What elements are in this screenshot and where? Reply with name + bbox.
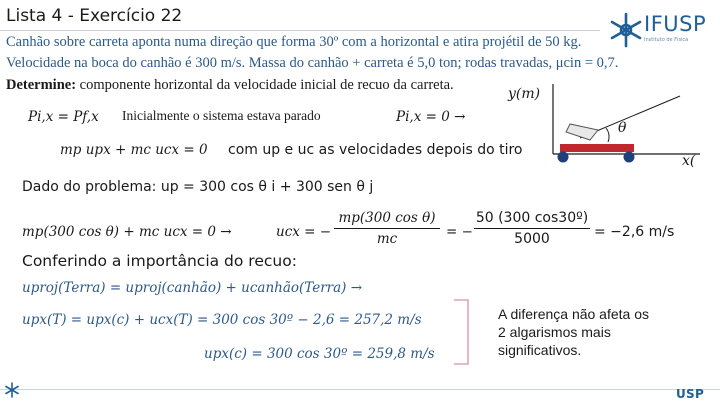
velocities-note: com up e uc as velocidades depois do tiro (228, 142, 523, 158)
cannon-barrel (566, 124, 598, 140)
determine-text: componente horizontal da velocidade inicial de recuo da carreta. (79, 77, 454, 93)
eq-velocity-cannon: upx(c) = 300 cos 30º = 259,8 m/s (204, 346, 435, 362)
eq-momentum-conservation: Pi,x = Pf,x (28, 109, 99, 125)
cart-wheel-left (558, 152, 569, 163)
fraction-numeric-denominator: 5000 (514, 231, 550, 247)
eq-result-recoil: = −2,6 m/s (594, 224, 675, 240)
fraction-symbolic-numerator: mp(300 cos θ) (338, 210, 436, 226)
eq-substitution: mp(300 cos θ) + mc ucx = 0 → (22, 224, 232, 240)
slide-title: Lista 4 - Exercício 22 (6, 6, 183, 26)
eq-momentum-after: mp upx + mc ucx = 0 (60, 142, 208, 158)
significant-digits-note: A diferença não afeta os 2 algarismos mais significativos. (498, 306, 649, 358)
y-axis-label: y(m) (508, 86, 541, 102)
cart-body (560, 144, 634, 152)
eq-vector-composition: uproj(Terra) = uproj(canhão) + ucanhão(Terra) → (22, 280, 363, 296)
fraction-bar (334, 228, 440, 229)
eq-velocity-earth: upx(T) = upx(c) + ucx(T) = 300 cos 30º − 2,6 = 257,2 m/s (22, 312, 422, 328)
eq-ucx-label: ucx = − (276, 224, 332, 240)
problem-line-3 (6, 77, 454, 94)
fraction-symbolic-denominator: mc (376, 231, 398, 247)
angle-arc (606, 128, 609, 142)
usp-logo: USP (676, 387, 705, 401)
angle-label: θ (618, 120, 627, 136)
snowflake-icon (612, 14, 640, 46)
fraction-bar (474, 228, 590, 229)
cart-wheel-right (624, 152, 635, 163)
logo-text: IFUSP (644, 12, 707, 36)
fraction-symbolic (334, 210, 440, 247)
given-data: Dado do problema: up = 300 cos θ i + 300 sen θ j (22, 179, 374, 195)
eq-initial-momentum: Pi,x = 0 → (396, 109, 466, 125)
footer-divider (0, 389, 720, 390)
note-initially-stopped: Inicialmente o sistema estava parado (122, 108, 321, 123)
determine-label: Determine: (6, 77, 77, 93)
eq-equals-minus: = − (446, 224, 473, 240)
x-axis-label: x( (682, 153, 696, 169)
problem-line-1: Canhão sobre carreta aponta numa direção que forma 30º com a horizontal e atira projétil de 50 kg. (6, 34, 582, 50)
bracket-brace (450, 298, 480, 368)
check-title: Conferindo a importância do recuo: (22, 252, 297, 270)
snowflake-icon (4, 382, 20, 398)
fraction-numeric (474, 210, 590, 247)
title-divider (0, 30, 600, 31)
problem-line-2: Velocidade na boca do canhão é 300 m/s. Massa do canhão + carreta é 5,0 ton; rodas travadas, μcin = 0,7. (6, 55, 619, 71)
fraction-numeric-numerator: 50 (300 cos30º) (475, 210, 589, 226)
logo-subtitle: Instituto de Física (644, 37, 689, 43)
